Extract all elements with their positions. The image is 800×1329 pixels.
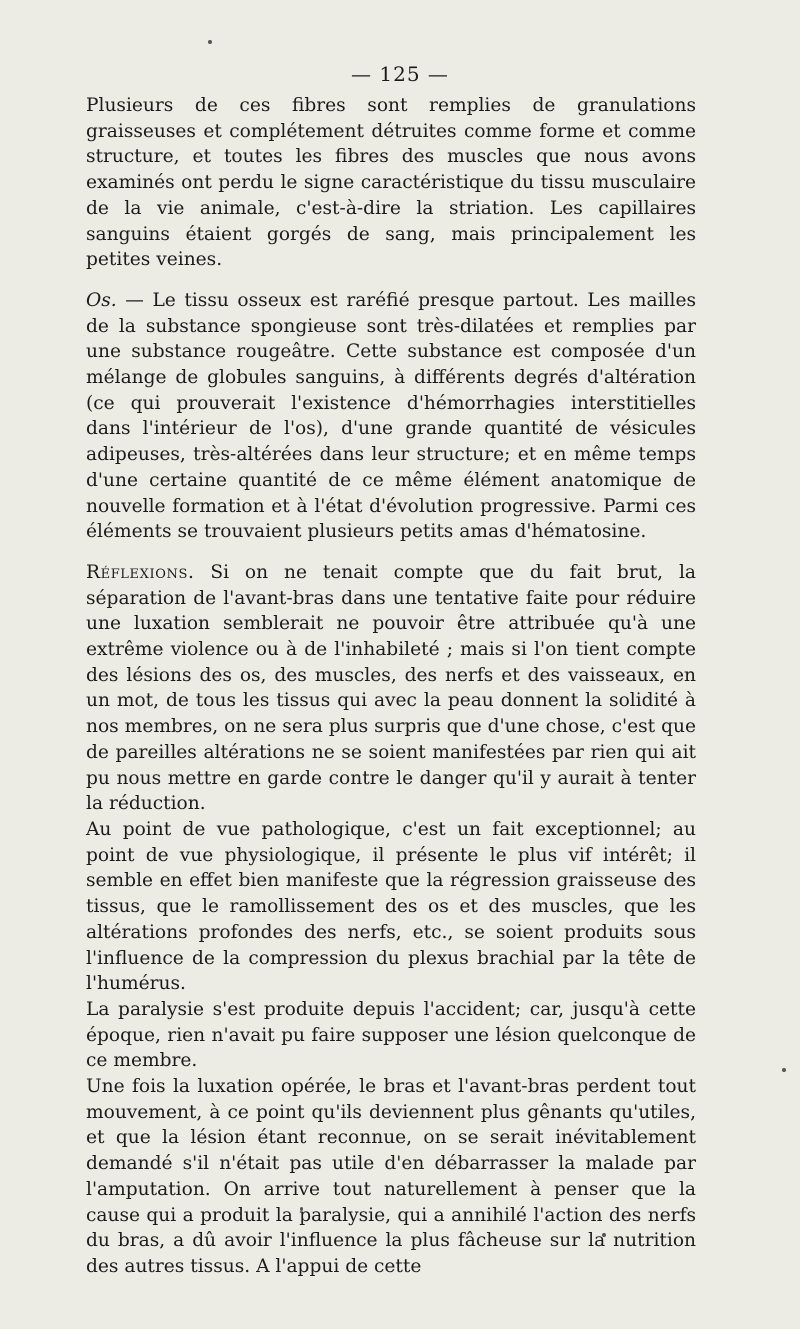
paragraph-paralysie [86, 997, 696, 1074]
paragraph-text: Si on ne tenait compte que du fait brut, la séparation de l'avant-bras dans une tentative faite pour réduire une luxation semblerait ne pouvoir être attribuée qu'à une extrême violence ou à de l'inhabileté ; mais si l'on tient compte des lésions des os, des muscles, des nerfs et des vaisseaux, en un mot, de tous les tissus qui avec la peau donnent la solidité à nos membres, on ne sera plus surpris que d'une chose, c'est que de pareilles altérations ne se soient manifestées par rien qui ait pu nous mettre en garde contre le danger qu'il y aurait à tenter la réduction. [86, 561, 696, 815]
body-text [86, 93, 696, 1280]
paragraph-text: La paralysie s'est produite depuis l'accident; car, jusqu'à cette époque, rien n'avait pu faire supposer une lésion quelconque de ce membre. [86, 998, 696, 1072]
ink-speck [782, 1068, 786, 1072]
section-heading-os: Os. [86, 289, 117, 311]
paragraph-point-de-vue [86, 817, 696, 997]
ink-speck [208, 40, 212, 44]
paragraph-text: — Le tissu osseux est raréfié presque partout. Les mailles de la substance spongieuse sont très-dilatées et remplies par une substance rougeâtre. Cette substance est composée d'un mélange de globules sanguins, à différents degrés d'altération (ce qui prouverait l'existence d'hémorrhagies interstitielles dans l'intérieur de l'os), d'une grande quantité de vésicules adipeuses, très-altérées dans leur structure; et en même temps d'une certaine quantité de ce même élément anatomique de nouvelle formation et à l'état d'évolution progressive. Parmi ces éléments se trouvaient plusieurs petits amas d'hématosine. [86, 289, 696, 543]
paragraph-luxation [86, 1074, 696, 1280]
page-number: — 125 — [351, 62, 449, 86]
paragraph-text: Au point de vue pathologique, c'est un fait exceptionnel; au point de vue physiologique, il présente le plus vif intérêt; il semble en effet bien manifeste que la régression graisseuse des tissus, que le ramollissement des os et des muscles, que les altérations profondes des nerfs, etc., se soient produits sous l'influence de la compression du plexus brachial par la tête de l'humérus. [86, 818, 696, 995]
paragraph-reflexions [86, 560, 696, 817]
paragraph-os [86, 288, 696, 545]
paragraph-fibres [86, 93, 696, 273]
section-heading-reflexions: Réflexions. [86, 561, 195, 583]
paragraph-text: Une fois la luxation opérée, le bras et l'avant-bras perdent tout mouvement, à ce point qu'ils deviennent plus gênants qu'utiles, et que la lésion étant reconnue, on se serait inévitablement demandé s'il n'était pas utile d'en débarrasser la malade par l'amputation. On arrive tout naturellement à penser que la cause qui a produit la paralysie, qui a annihilé l'action des nerfs du bras, a dû avoir l'influence la plus fâcheuse sur la nutrition des autres tissus. A l'appui de cette [86, 1076, 696, 1277]
paragraph-text: Plusieurs de ces fibres sont remplies de granulations graisseuses et complétement détruites comme forme et comme structure, et toutes les fibres des muscles que nous avons examinés ont perdu le signe caractéristique du tissu musculaire de la vie animale, c'est-à-dire la striation. Les capillaires sanguins étaient gorgés de sang, mais principalement les petites veines. [86, 95, 696, 271]
